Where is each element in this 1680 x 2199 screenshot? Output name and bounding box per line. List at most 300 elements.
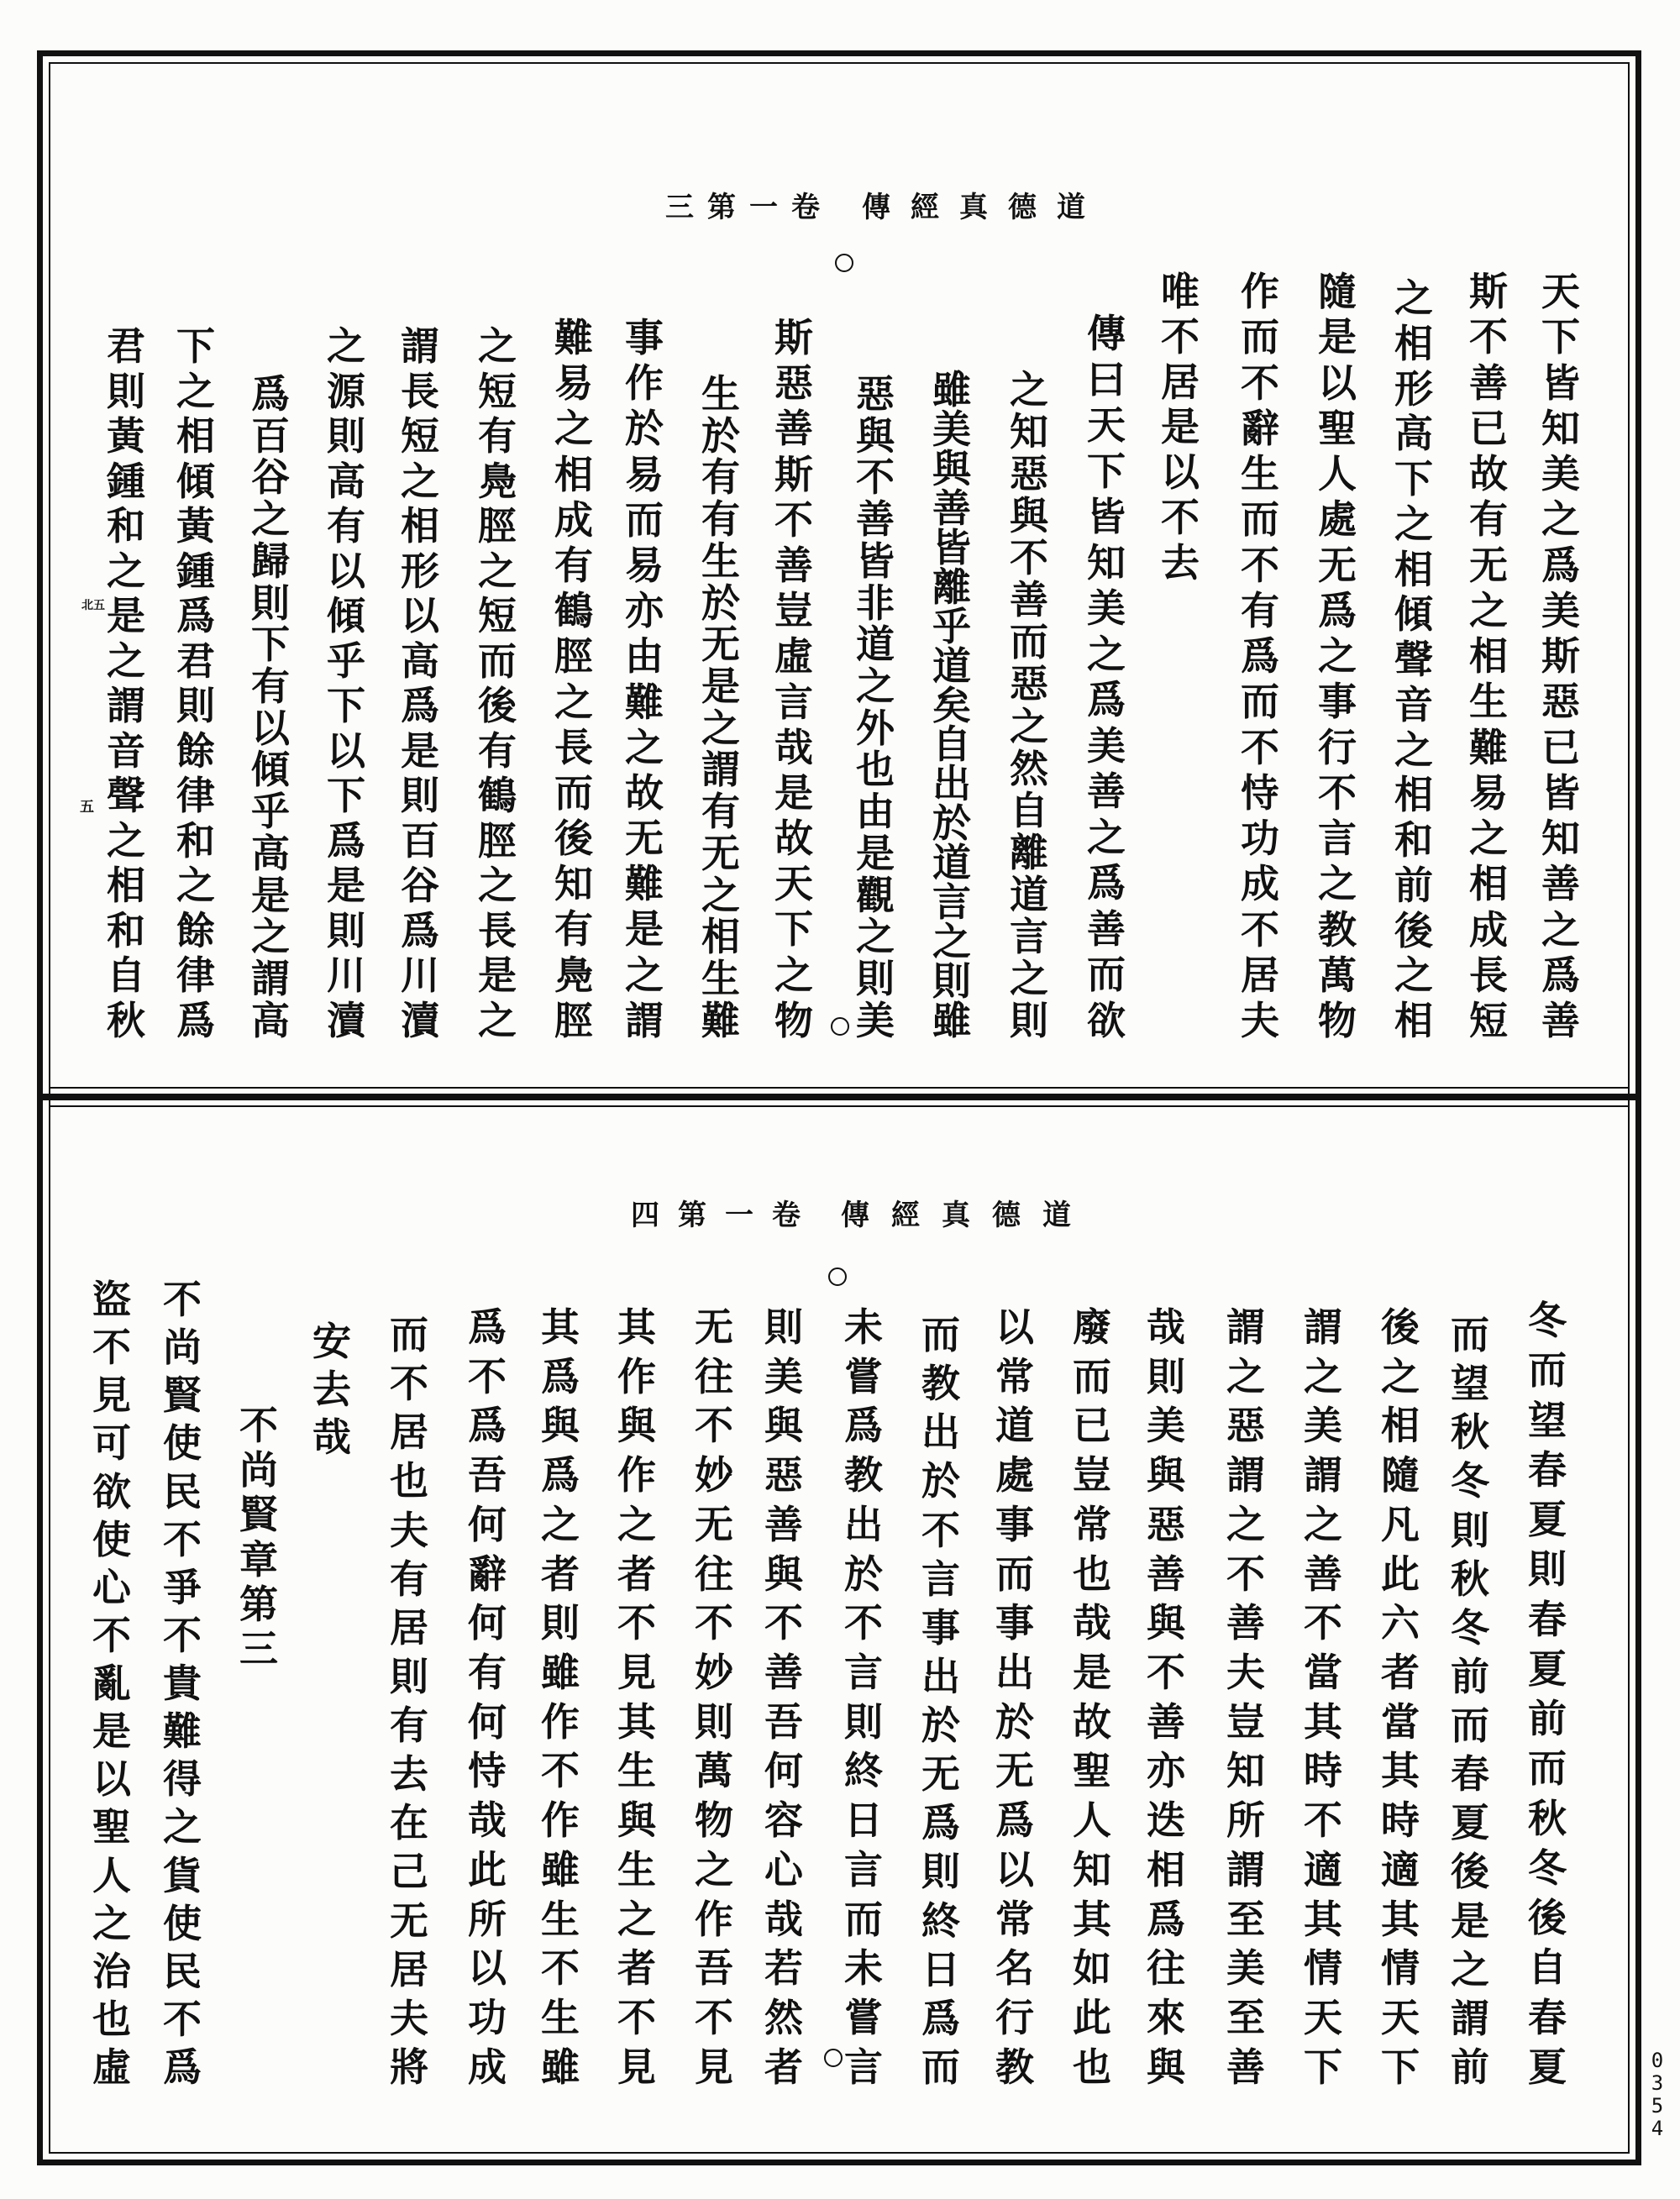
glyph: 相 (701, 914, 740, 960)
glyph: 乎 (932, 603, 971, 649)
glyph: 後 (1381, 1304, 1420, 1350)
glyph: 川 (327, 953, 365, 999)
glyph: 而 (1528, 1745, 1567, 1792)
glyph: 和 (107, 503, 145, 549)
glyph: 短 (1469, 998, 1508, 1043)
glyph: 之 (1451, 1946, 1489, 1992)
glyph: 天 (1541, 269, 1580, 314)
glyph: 是 (327, 863, 365, 909)
glyph: 而 (1241, 314, 1279, 360)
glyph: 則 (327, 907, 365, 953)
glyph: 知 (1073, 1846, 1111, 1892)
upper-column-13 (611, 315, 678, 1043)
glyph: 於 (921, 1458, 960, 1504)
glyph: 卷 (791, 191, 820, 224)
glyph: 之 (617, 1501, 656, 1547)
glyph: 亦 (1147, 1748, 1185, 1794)
glyph: 於 (995, 1698, 1034, 1745)
glyph: 善 (1087, 769, 1126, 815)
lower-column-17 (298, 1319, 365, 1460)
glyph: 長 (554, 724, 593, 770)
glyph: 善 (1304, 1551, 1342, 1597)
glyph: 萬 (1318, 952, 1357, 998)
fold-circle-mark (828, 1267, 847, 1286)
glyph: 之 (1226, 1501, 1265, 1547)
glyph: 雖 (541, 2044, 580, 2090)
glyph: 秋 (107, 997, 145, 1043)
glyph: 則 (856, 956, 895, 1002)
glyph: 知 (1010, 409, 1048, 455)
glyph: 去 (1161, 539, 1200, 585)
upper-column-5 (1226, 269, 1294, 1043)
glyph: 之 (1010, 955, 1048, 1001)
glyph: 爲 (995, 1798, 1034, 1844)
glyph: 豈 (774, 588, 813, 634)
glyph: 則 (695, 1698, 733, 1745)
glyph: 謂 (1226, 1846, 1265, 1892)
upper-column-17 (312, 323, 380, 1043)
glyph: 是 (107, 593, 145, 639)
glyph: 適 (1381, 1846, 1420, 1892)
glyph: 相 (1147, 1846, 1185, 1892)
glyph: 是 (251, 872, 290, 918)
glyph: 百 (401, 817, 439, 863)
glyph: 相 (401, 503, 439, 549)
glyph: 之 (695, 1846, 733, 1892)
glyph: 皆 (1087, 494, 1126, 540)
glyph: 不 (468, 1353, 507, 1399)
upper-column-6 (1147, 269, 1214, 585)
lower-column-13 (603, 1304, 670, 2090)
glyph: 无 (695, 1501, 733, 1547)
glyph: 故 (625, 769, 664, 816)
lower-header-title (840, 1198, 1072, 1233)
glyph: 三 (665, 191, 694, 224)
glyph: 善 (764, 1501, 803, 1547)
glyph: 已 (1469, 405, 1508, 451)
glyph: 適 (1304, 1846, 1342, 1892)
glyph: 生 (1469, 679, 1508, 725)
glyph: 之 (1304, 1501, 1342, 1547)
glyph: 往 (695, 1551, 733, 1597)
upper-column-15 (464, 323, 531, 1043)
glyph: 聖 (92, 1804, 131, 1850)
glyph: 易 (625, 451, 664, 497)
glyph: 百 (251, 412, 290, 459)
glyph: 當 (1304, 1650, 1342, 1696)
glyph: 川 (401, 953, 439, 999)
glyph: 谷 (401, 863, 439, 909)
glyph: 望 (1528, 1397, 1567, 1443)
glyph: 妙 (695, 1650, 733, 1696)
lower-column-8 (981, 1304, 1048, 2090)
glyph: 以 (92, 1756, 131, 1803)
glyph: 未 (844, 1304, 883, 1350)
glyph: 雖 (541, 1846, 580, 1892)
glyph: 之 (107, 638, 145, 684)
glyph: 第 (239, 1581, 278, 1627)
glyph: 道 (1057, 191, 1085, 224)
glyph: 不 (774, 496, 813, 543)
glyph: 之 (401, 458, 439, 504)
glyph: 前 (1451, 2044, 1489, 2090)
glyph: 後 (1528, 1895, 1567, 1941)
glyph: 而 (625, 496, 664, 543)
glyph: 是 (774, 769, 813, 816)
glyph: 前 (1451, 1653, 1489, 1699)
glyph: 瀆 (327, 997, 365, 1043)
glyph: 作 (617, 1452, 656, 1498)
glyph: 物 (695, 1798, 733, 1844)
glyph: 君 (176, 638, 215, 684)
lower-column-11 (750, 1304, 817, 2090)
glyph: 終 (844, 1748, 883, 1794)
glyph: 善 (1010, 577, 1048, 623)
glyph: 者 (617, 1551, 656, 1597)
glyph: 短 (478, 368, 517, 414)
glyph: 惡 (1147, 1501, 1185, 1547)
glyph: 爲 (541, 1353, 580, 1399)
glyph: 相 (1394, 998, 1433, 1043)
lower-column-10 (830, 1304, 897, 2090)
glyph: 天 (1087, 402, 1126, 449)
glyph: 教 (844, 1452, 883, 1498)
glyph: 真 (959, 191, 988, 224)
glyph: 不 (239, 1403, 278, 1448)
glyph: 有 (390, 1556, 428, 1602)
glyph: 也 (92, 1996, 131, 2042)
glyph: 不 (1241, 906, 1279, 953)
glyph: 冬 (1528, 1845, 1567, 1891)
glyph: 不 (1241, 724, 1279, 770)
glyph: 使 (92, 1516, 131, 1562)
glyph: 與 (1010, 493, 1048, 539)
glyph: 无 (995, 1748, 1034, 1794)
glyph: 第 (678, 1199, 706, 1232)
glyph: 德 (1008, 191, 1037, 224)
glyph: 之 (163, 1804, 202, 1850)
glyph: 作 (541, 1698, 580, 1745)
glyph: 不 (1318, 769, 1357, 816)
glyph: 與 (617, 1798, 656, 1844)
glyph: 雖 (932, 367, 971, 412)
glyph: 之 (554, 406, 593, 452)
glyph: 功 (468, 1995, 507, 2041)
glyph: 尚 (239, 1447, 278, 1493)
glyph: 則 (401, 773, 439, 819)
glyph: 相 (1394, 546, 1433, 592)
glyph: 情 (1304, 1945, 1342, 1992)
glyph: 辭 (468, 1551, 507, 1597)
glyph: 有 (390, 1703, 428, 1748)
glyph: 來 (1147, 1995, 1185, 2041)
glyph: 有 (701, 454, 740, 501)
glyph: 後 (1394, 907, 1433, 953)
glyph: 虛 (92, 2044, 131, 2090)
glyph: 哉 (468, 1798, 507, 1844)
glyph: 言 (921, 1556, 960, 1602)
glyph: 所 (468, 1896, 507, 1942)
glyph: 斯 (774, 315, 813, 360)
glyph: 故 (1469, 451, 1508, 496)
glyph: 居 (390, 1409, 428, 1456)
glyph: 其 (617, 1698, 656, 1745)
glyph: 哉 (764, 1896, 803, 1942)
glyph: 有 (251, 664, 290, 710)
glyph: 傾 (327, 593, 365, 639)
glyph: 之 (1381, 1353, 1420, 1399)
glyph: 是 (856, 830, 895, 876)
glyph: 居 (390, 1604, 428, 1651)
glyph: 春 (1528, 1994, 1567, 2040)
glyph: 尚 (163, 1325, 202, 1371)
glyph: 美 (1147, 1403, 1185, 1449)
upper-column-16 (386, 323, 454, 1043)
glyph: 道 (1010, 871, 1048, 917)
glyph: 无 (625, 816, 664, 862)
glyph: 其 (1381, 1896, 1420, 1942)
glyph: 而 (1087, 952, 1126, 998)
glyph: 可 (92, 1420, 131, 1467)
glyph: 相 (107, 863, 145, 909)
upper-page-header (664, 190, 1086, 225)
glyph: 斯 (1469, 269, 1508, 314)
glyph: 前 (1528, 1696, 1567, 1742)
glyph: 迭 (1147, 1798, 1185, 1844)
glyph: 也 (1073, 2044, 1111, 2090)
glyph: 美 (1226, 1945, 1265, 1992)
glyph: 之 (1087, 814, 1126, 860)
glyph: 生 (1241, 451, 1279, 496)
glyph: 豈 (1073, 1452, 1111, 1498)
glyph: 之 (541, 1501, 580, 1547)
glyph: 謂 (401, 323, 439, 369)
glyph: 下 (774, 906, 813, 953)
glyph: 之 (478, 997, 517, 1043)
glyph: 欲 (1087, 997, 1126, 1043)
glyph: 嘗 (844, 1995, 883, 2041)
glyph: 教 (1318, 906, 1357, 953)
glyph: 常 (1073, 1501, 1111, 1547)
lower-column-9 (907, 1312, 974, 2090)
glyph: 已 (1073, 1403, 1111, 1449)
glyph: 善 (1226, 2044, 1265, 2090)
glyph: 其 (1304, 1896, 1342, 1942)
glyph: 短 (478, 593, 517, 639)
glyph: 時 (1304, 1748, 1342, 1794)
glyph: 容 (764, 1798, 803, 1844)
glyph: 相 (176, 413, 215, 459)
glyph: 之 (554, 679, 593, 725)
glyph: 傾 (251, 747, 290, 793)
glyph: 下 (327, 773, 365, 819)
upper-column-4 (1304, 269, 1371, 1043)
glyph: 爲 (1541, 542, 1580, 588)
glyph: 欲 (92, 1468, 131, 1514)
glyph: 惡 (764, 1452, 803, 1498)
glyph: 往 (695, 1353, 733, 1399)
glyph: 以 (468, 1945, 507, 1992)
glyph: 不 (1161, 313, 1200, 360)
glyph: 者 (541, 1551, 580, 1597)
glyph: 難 (1469, 724, 1508, 770)
glyph: 是 (1073, 1650, 1111, 1696)
glyph: 成 (554, 496, 593, 543)
glyph: 嘗 (844, 1353, 883, 1399)
glyph: 廢 (1073, 1304, 1111, 1350)
glyph: 所 (1226, 1798, 1265, 1844)
glyph: 經 (911, 191, 939, 224)
glyph: 哉 (774, 724, 813, 770)
glyph: 則 (921, 1849, 960, 1895)
upper-column-18 (237, 371, 304, 1043)
glyph: 後 (478, 683, 517, 729)
glyph: 則 (107, 368, 145, 414)
glyph: 前 (1394, 862, 1433, 908)
glyph: 有 (701, 496, 740, 543)
glyph: 道 (932, 643, 971, 689)
glyph: 謂 (701, 747, 740, 793)
glyph: 外 (856, 705, 895, 751)
glyph: 見 (695, 2044, 733, 2090)
glyph: 相 (1469, 861, 1508, 907)
glyph: 此 (1381, 1551, 1420, 1597)
glyph: 是 (92, 1708, 131, 1755)
glyph: 不 (541, 1748, 580, 1794)
glyph: 爲 (176, 997, 215, 1043)
glyph: 三 (239, 1625, 278, 1672)
glyph: 難 (701, 997, 740, 1043)
glyph: 之 (1010, 703, 1048, 749)
glyph: 則 (390, 1653, 428, 1699)
glyph: 音 (1394, 681, 1433, 727)
glyph: 道 (932, 840, 971, 886)
glyph: 生 (701, 956, 740, 1002)
glyph: 難 (625, 679, 664, 725)
glyph: 於 (921, 1703, 960, 1748)
glyph: 辭 (1241, 405, 1279, 451)
glyph: 人 (1073, 1798, 1111, 1844)
glyph: 爲 (1241, 633, 1279, 679)
glyph: 終 (921, 1897, 960, 1944)
glyph: 之 (107, 548, 145, 594)
glyph: 善 (764, 1650, 803, 1696)
glyph: 於 (932, 800, 971, 847)
glyph: 不 (695, 1995, 733, 2041)
glyph: 不 (163, 1277, 202, 1322)
glyph: 易 (625, 542, 664, 588)
glyph: 言 (1010, 913, 1048, 959)
glyph: 是 (625, 906, 664, 953)
glyph: 一 (749, 191, 778, 224)
margin-note: 五 (80, 799, 94, 816)
glyph: 觀 (856, 872, 895, 918)
glyph: 鳧 (478, 458, 517, 504)
glyph: 而 (478, 638, 517, 684)
glyph: 聖 (1073, 1748, 1111, 1794)
glyph: 以 (401, 593, 439, 639)
glyph: 秋 (1451, 1556, 1489, 1602)
glyph: 民 (163, 1948, 202, 1994)
glyph: 貴 (163, 1661, 202, 1706)
upper-column-14 (540, 315, 607, 1043)
glyph: 之 (617, 1896, 656, 1942)
glyph: 何 (468, 1600, 507, 1646)
glyph: 之 (1394, 953, 1433, 999)
glyph: 形 (401, 548, 439, 594)
glyph: 恃 (468, 1748, 507, 1794)
glyph: 與 (856, 412, 895, 459)
glyph: 恃 (1241, 769, 1279, 816)
glyph: 也 (1073, 1551, 1111, 1597)
glyph: 吾 (695, 1945, 733, 1992)
glyph: 不 (390, 1361, 428, 1407)
glyph: 此 (1073, 1995, 1111, 2041)
lower-page-header (630, 1198, 1072, 1233)
glyph: 律 (176, 953, 215, 999)
glyph: 居 (1161, 359, 1200, 405)
glyph: 善 (1541, 998, 1580, 1043)
glyph: 難 (554, 315, 593, 360)
glyph: 謂 (1451, 1995, 1489, 2041)
glyph: 以 (327, 548, 365, 594)
glyph: 脛 (478, 817, 517, 863)
glyph: 以 (995, 1304, 1034, 1350)
glyph: 高 (251, 830, 290, 876)
glyph: 謂 (625, 997, 664, 1043)
glyph: 律 (176, 773, 215, 819)
glyph: 不 (844, 1600, 883, 1646)
glyph: 何 (468, 1501, 507, 1547)
glyph: 善 (1541, 861, 1580, 907)
glyph: 作 (1241, 269, 1279, 314)
glyph: 聖 (1318, 405, 1357, 451)
panel-divider-thick (37, 1094, 1641, 1100)
glyph: 居 (390, 1946, 428, 1992)
glyph: 去 (390, 1751, 428, 1798)
glyph: 則 (251, 580, 290, 626)
glyph: 爲 (176, 593, 215, 639)
glyph: 不 (1304, 1600, 1342, 1646)
glyph: 乎 (251, 789, 290, 835)
glyph: 之 (1318, 861, 1357, 907)
glyph: 善 (1147, 1698, 1185, 1745)
upper-header-title (861, 190, 1086, 225)
glyph: 是 (701, 664, 740, 710)
glyph: 之 (1087, 631, 1126, 677)
glyph: 雖 (932, 998, 971, 1043)
glyph: 之 (478, 548, 517, 594)
glyph: 下 (1087, 448, 1126, 494)
glyph: 亂 (92, 1661, 131, 1706)
glyph: 而 (1451, 1312, 1489, 1357)
glyph: 之 (176, 368, 215, 414)
glyph: 使 (163, 1420, 202, 1467)
glyph: 由 (856, 789, 895, 835)
glyph: 天 (1304, 1995, 1342, 2041)
glyph: 不 (856, 454, 895, 501)
glyph: 之 (1541, 906, 1580, 953)
glyph: 以 (1318, 360, 1357, 406)
glyph: 人 (92, 1852, 131, 1898)
glyph: 惡 (856, 371, 895, 417)
glyph: 不 (617, 1995, 656, 2041)
margin-note: 北五 (81, 599, 105, 612)
glyph: 不 (764, 1600, 803, 1646)
glyph: 相 (1394, 320, 1433, 366)
glyph: 美 (1541, 587, 1580, 633)
glyph: 故 (774, 816, 813, 862)
